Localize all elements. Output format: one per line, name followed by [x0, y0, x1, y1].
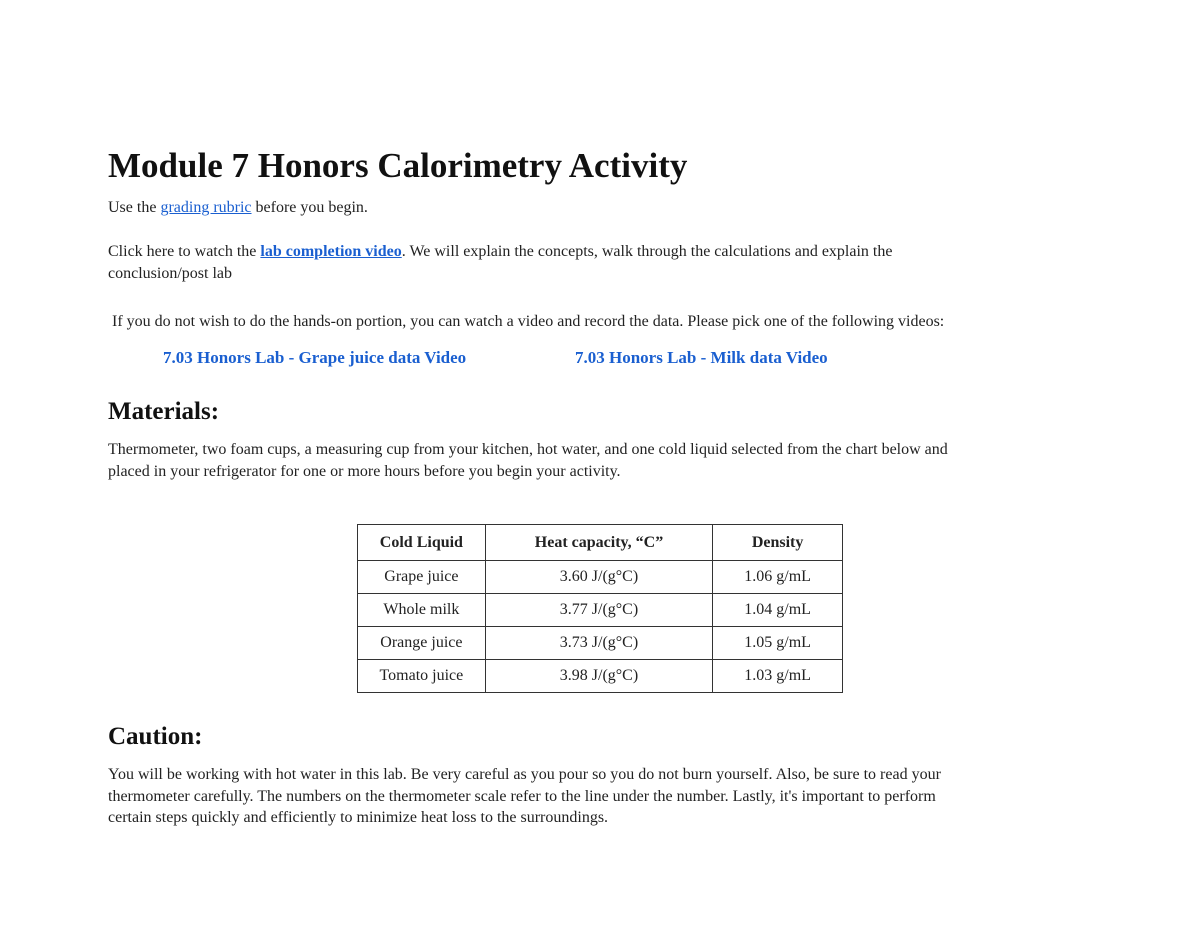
video-line2: conclusion/post lab	[108, 265, 232, 282]
cell: 1.05 g/mL	[713, 627, 843, 660]
cell: 1.04 g/mL	[713, 594, 843, 627]
caution-text	[108, 764, 941, 829]
caution-heading: Caution:	[108, 723, 203, 750]
cell: 3.77 J/(g°C)	[485, 594, 712, 627]
table-row	[358, 627, 843, 660]
pick-video-text: If you do not wish to do the hands-on portion, you can watch a video and record the data. Please pick one of the following videos:	[112, 313, 945, 330]
page-title: Module 7 Honors Calorimetry Activity	[108, 146, 688, 185]
grape-juice-video-link[interactable]: 7.03 Honors Lab - Grape juice data Video	[163, 348, 467, 367]
video-paragraph	[108, 241, 892, 285]
materials-line: placed in your refrigerator for one or more hours before you begin your activity.	[108, 463, 621, 480]
video-post: . We will explain the concepts, walk through the calculations and explain the	[401, 243, 893, 260]
caution-line: thermometer carefully. The numbers on the thermometer scale refer to the line under the number. Lastly, it's important to perform	[108, 787, 936, 805]
table-header-row	[358, 525, 843, 561]
table-row	[358, 561, 843, 594]
rubric-paragraph	[108, 197, 368, 219]
header-density: Density	[713, 525, 843, 561]
cell: 3.73 J/(g°C)	[485, 627, 712, 660]
rubric-post: before you begin.	[251, 199, 368, 216]
cell: 1.06 g/mL	[713, 561, 843, 594]
table-row	[358, 594, 843, 627]
header-cold-liquid: Cold Liquid	[358, 525, 486, 561]
lab-completion-video-link[interactable]: lab completion video	[260, 243, 402, 260]
video-pre: Click here to watch the	[108, 243, 261, 260]
cell: Orange juice	[358, 627, 486, 660]
liquids-table	[357, 524, 843, 693]
cell: Whole milk	[358, 594, 486, 627]
materials-line: Thermometer, two foam cups, a measuring cup from your kitchen, hot water, and one cold liquid selected from the chart below and	[108, 441, 948, 458]
cell: 1.03 g/mL	[713, 660, 843, 693]
materials-text	[108, 439, 948, 483]
materials-heading: Materials:	[108, 398, 220, 425]
caution-line: certain steps quickly and efficiently to minimize heat loss to the surroundings.	[108, 809, 609, 826]
caution-line: You will be working with hot water in this lab. Be very careful as you pour so you do not burn yourself. Also, be sure to read your	[108, 766, 941, 783]
header-heat-capacity: Heat capacity, “C”	[485, 525, 712, 561]
cell: Grape juice	[358, 561, 486, 594]
cell: 3.98 J/(g°C)	[485, 660, 712, 693]
milk-video-link[interactable]: 7.03 Honors Lab - Milk data Video	[575, 348, 828, 367]
rubric-pre: Use the	[108, 199, 161, 216]
cell: 3.60 J/(g°C)	[485, 561, 712, 594]
table-row	[358, 660, 843, 693]
grading-rubric-link[interactable]: grading rubric	[160, 199, 252, 216]
cell: Tomato juice	[358, 660, 486, 693]
